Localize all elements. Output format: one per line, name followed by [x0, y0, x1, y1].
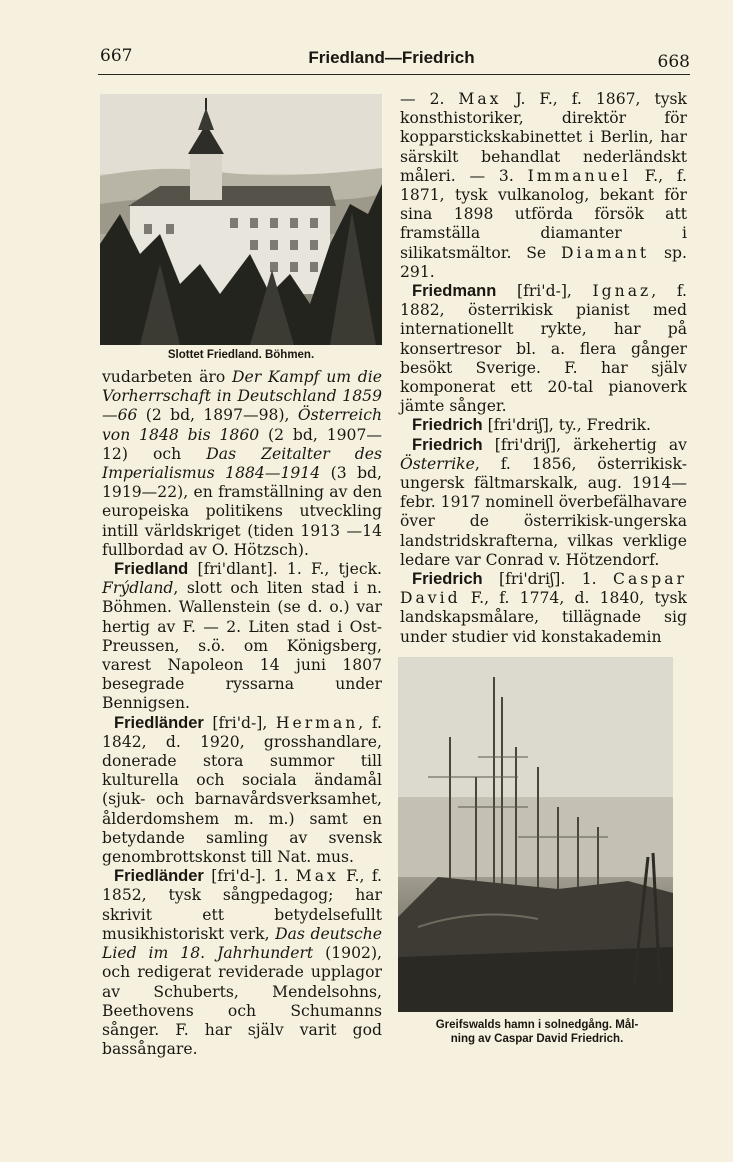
- harbor-caption-line-2: ning av Caspar David Friedrich.: [450, 1033, 624, 1045]
- page-number-right: 668: [657, 52, 690, 72]
- text-run: vudarbeten äro: [102, 368, 232, 386]
- harbor-painting: [398, 657, 673, 1012]
- italic-term: Österrike: [400, 454, 475, 473]
- running-title: Friedland—Friedrich: [308, 48, 475, 67]
- spaced-name: Max: [458, 90, 502, 108]
- harbor-caption-line-1: Greifswalds hamn i solnedgång. Mål-: [435, 1019, 639, 1031]
- headword: Friedland: [114, 560, 189, 579]
- spaced-name: Max: [295, 867, 339, 886]
- entry-friedlander-herman: [102, 714, 382, 868]
- text-run: F., f. 1774, d. 1840, tysk landskapsmålare, tillägnade sig under studier vid konstakademin: [400, 589, 687, 646]
- text-run: (2 bd, 1897—98),: [137, 406, 298, 425]
- header-rule: [98, 74, 690, 75]
- book-title: Das deutsche Lied im 18. Jahrhundert: [102, 924, 382, 963]
- text-run: , slott och liten stad i n. Böhmen. Wallenstein (se d. o.) var hertig av F. — 2. Liten stad i Ost-Preussen, s.ö. om Königsberg, varest Napoleon 14 juni 1807 besegrade ryssarna under Bennigsen.: [102, 579, 382, 713]
- headword: Friedländer: [114, 713, 204, 732]
- text-run: (1902), och redigerat reviderade upplagor av Schuberts, Mendelsohns, Beethovens och Schumanns sånger. F. har själv varit god bassångare.: [102, 944, 382, 1059]
- italic-term: Frýdland: [102, 579, 174, 598]
- text-run: (3 bd, 1919—22), en framställning av den europeiska politikens utveckling intill världskriget (tiden 1913 —14 fullbordad av O. Hötzsch).: [102, 464, 383, 559]
- text-run: [fri'driʃ], ärkehertig av: [482, 435, 687, 454]
- castle-photo: [100, 94, 382, 345]
- headword: Friedrich: [412, 570, 483, 589]
- entry-friedland: [102, 560, 382, 714]
- spaced-name: Herman: [275, 713, 359, 732]
- text-run: — 2.: [400, 90, 459, 108]
- text-run: F., f. 1852, tysk sångpedagog; har skrivit ett betydelsefullt musikhistoriskt verk,: [102, 867, 383, 943]
- text-run: [fri'dlant]. 1. F., tjeck.: [188, 560, 382, 579]
- castle-caption: Slottet Friedland. Böhmen.: [167, 349, 315, 361]
- text-run: sp. 291.: [400, 243, 687, 281]
- entry-friedrich-name: [400, 416, 687, 435]
- text-run: (2 bd, 1907—12) och: [102, 425, 382, 463]
- harbor-caption: [392, 1018, 682, 1046]
- book-title: Der Kampf um die Vorherrschaft in Deutschland 1859—66: [102, 368, 382, 425]
- spaced-name: Ignaz: [592, 282, 652, 301]
- entry-friedmann: [400, 282, 687, 416]
- right-column: [400, 90, 687, 647]
- page-header: [0, 44, 733, 74]
- spaced-name: Immanuel: [527, 166, 631, 185]
- text-run: , f. 1842, d. 1920, grosshandlare, donerade stora summor till kulturella och sociala ändamål (sjuk- och barnavårdsverksamhet, ålderdomshem m. m.) samt en betydande samling av svensk genombrottskonst till Nat. mus.: [102, 713, 382, 867]
- page-number-left: 667: [100, 46, 133, 66]
- spaced-name: Caspar David: [400, 570, 687, 608]
- text-run: [fri'd-]. 1.: [203, 867, 296, 886]
- headword: Friedrich: [412, 416, 483, 435]
- entry-friedrich-caspar: [400, 570, 687, 647]
- entry-friedlander-max: [102, 867, 382, 1059]
- text-run: [fri'd-],: [496, 282, 593, 301]
- headword: Friedmann: [412, 282, 497, 301]
- text-run: [fri'driʃ], ty., Fredrik.: [482, 416, 652, 435]
- headword: Friedländer: [114, 867, 204, 886]
- text-run: [fri'driʃ]. 1.: [482, 570, 614, 589]
- left-column: [102, 368, 382, 1059]
- entry-friedrich-archduke: [400, 436, 687, 570]
- text-run: F., f. 1871, tysk vulkanolog, bekant för sina 1898 utförda försök att framställa diamanter i silikatsmältor. Se: [400, 166, 687, 262]
- text-run: J. F., f. 1867, tysk konsthistoriker, direktör för kopparstickskabinettet i Berlin, har särskilt behandlat nederländskt måleri. — 3.: [400, 90, 687, 185]
- book-title: Das Zeitalter des Imperialismus 1884—1914: [102, 444, 382, 483]
- headword: Friedrich: [412, 435, 483, 454]
- entry-continuation: [102, 368, 382, 560]
- entry-continuation: [400, 90, 687, 282]
- spaced-name: Diamant: [561, 243, 650, 262]
- text-run: , f. 1856, österrikisk-ungersk fältmarskalk, aug. 1914—febr. 1917 nominell överbefälhavare över de österrikisk-ungerska landstridskrafterna, vilkas verklige ledare var Conrad v. Hötzendorf.: [400, 454, 687, 569]
- text-run: [fri'd-],: [203, 713, 276, 732]
- book-title: Österreich von 1848 bis 1860: [102, 406, 382, 444]
- text-run: , f. 1882, österrikisk pianist med internationellt rykte, har på konsertresor bl. a. flera gånger besökt Sverige. F. har själv komponerat ett 20-tal pianoverk jämte sånger.: [400, 282, 687, 416]
